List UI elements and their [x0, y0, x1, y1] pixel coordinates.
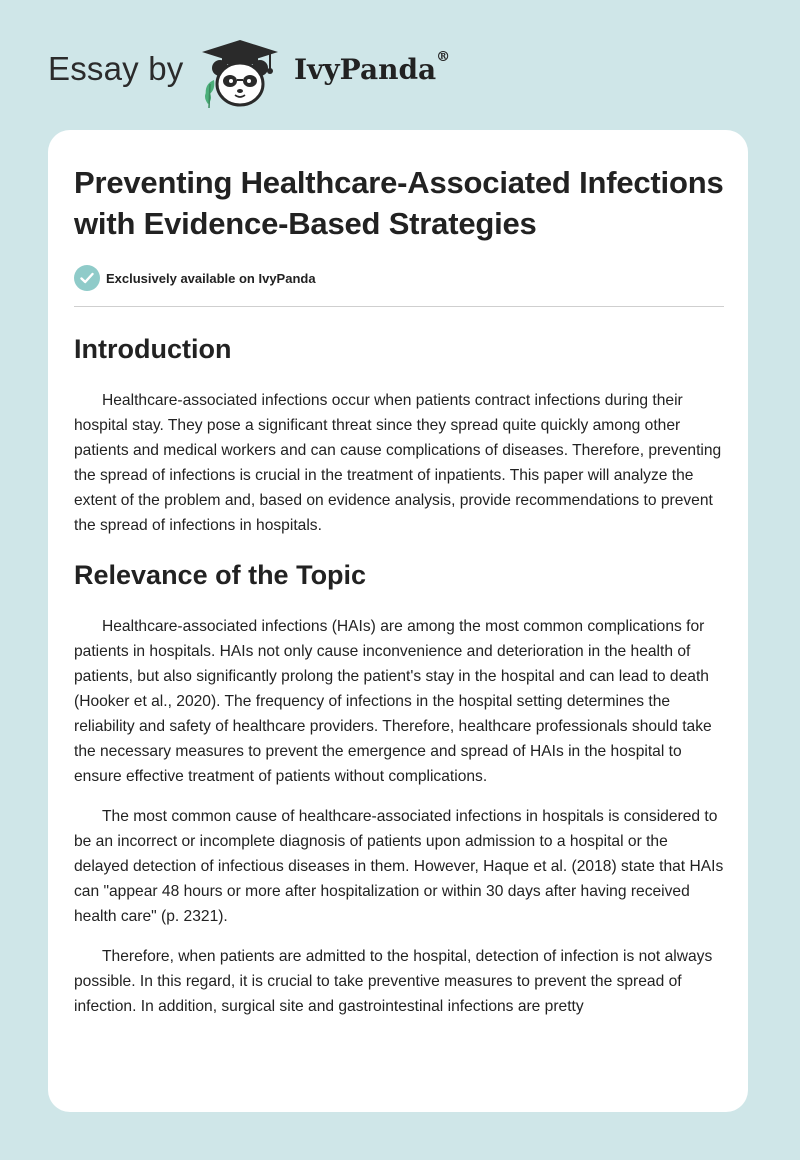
brand-name[interactable] [294, 49, 451, 86]
exclusive-badge [74, 264, 724, 292]
section-heading-relevance: Relevance of the Topic [74, 560, 367, 590]
exclusive-badge-text: Exclusively available on IvyPanda [106, 270, 316, 286]
brand-prefix: Essay by [48, 50, 184, 87]
paragraph: Healthcare-associated infections (HAIs) are among the most common complications for patients in hospitals. HAIs not only cause inconvenience and deterioration in the health of patients, but also significantly prolong the patient's stay in the hospital and can lead to death (Hooker et al., 2020). The frequency of infections in the hospital setting determines the reliability and safety of healthcare providers. Therefore, healthcare professionals should take the necessary measures to prevent the emergence and spread of HAIs in the hospital to ensure effective treatment of patients without complications. [74, 618, 712, 785]
brand-name-text: IvyPanda [294, 53, 437, 86]
title-divider [74, 306, 724, 307]
page-title: Preventing Healthcare-Associated Infections with Evidence-Based Strategies [74, 165, 724, 241]
registered-mark: ® [436, 49, 451, 65]
section-heading-introduction: Introduction [74, 334, 232, 364]
paragraph: Healthcare-associated infections occur when patients contract infections during their hospital stay. They pose a significant threat since they spread quite quickly among other patients and medical workers and can cause complications of diseases. Therefore, preventing the spread of infections is crucial in the treatment of inpatients. This paper will analyze the extent of the problem and, based on evidence analysis, provide recommendations to prevent the spread of infections in hospitals. [74, 392, 722, 534]
panda-graduate-icon[interactable] [200, 38, 280, 110]
brand-header [48, 34, 468, 110]
check-circle-icon [74, 265, 100, 291]
paragraph: Therefore, when patients are admitted to the hospital, detection of infection is not always possible. In this regard, it is crucial to take preventive measures to prevent the spread of infection. In addition, surgical site and gastrointestinal infections are pretty [74, 948, 713, 1015]
essay-card [48, 130, 748, 1112]
essay-content [74, 162, 724, 1019]
paragraph: The most common cause of healthcare-associated infections in hospitals is considered to be an incorrect or incomplete diagnosis of patients upon admission to a hospital or the delayed detection of infectious diseases in them. However, Haque et al. (2018) state that HAIs can "appear 48 hours or more after hospitalization or within 30 days after having received health care" (p. 2321). [74, 808, 724, 925]
